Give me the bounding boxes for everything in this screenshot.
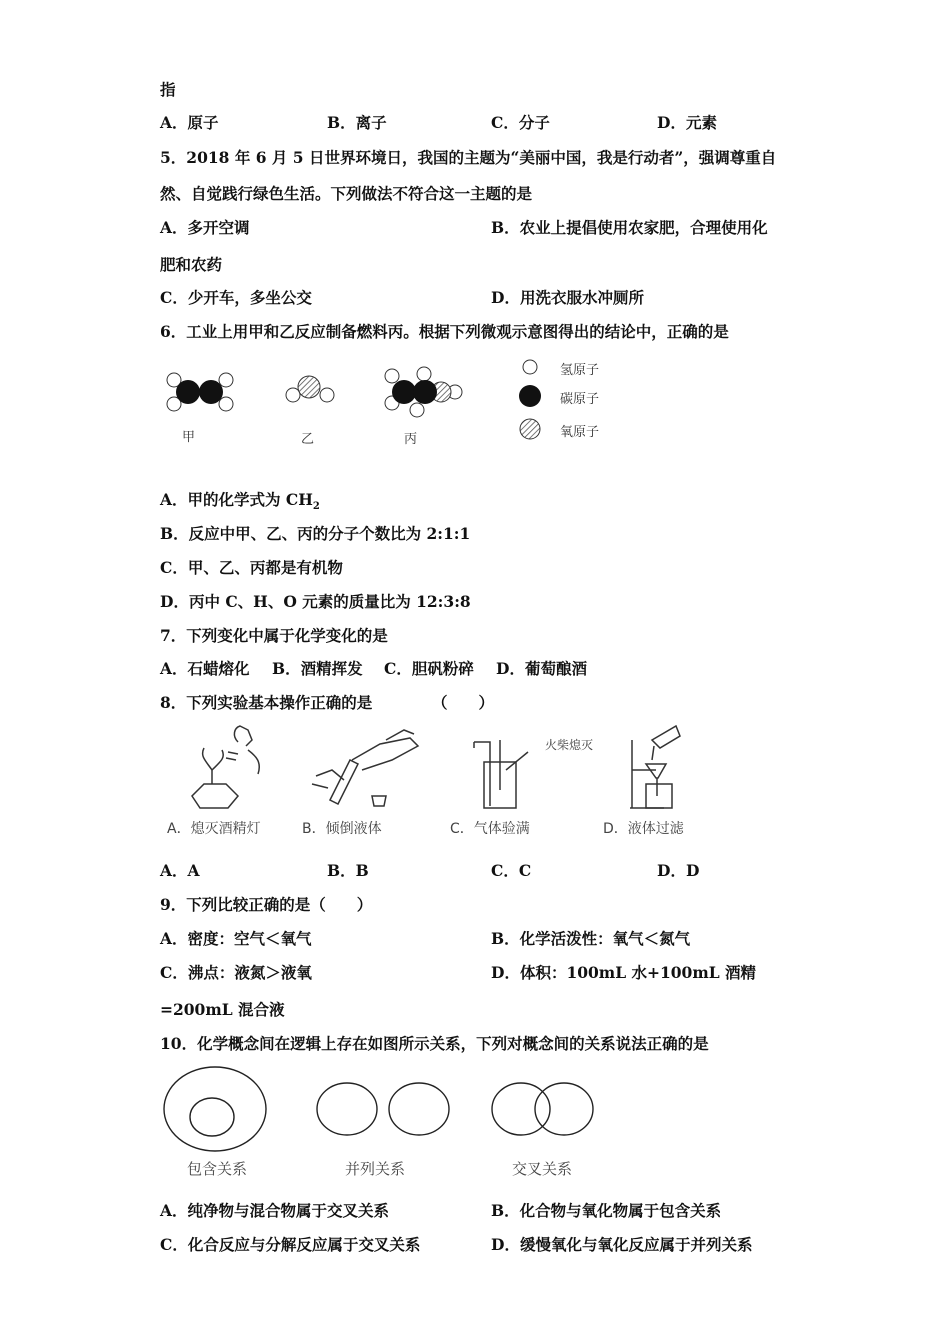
q10-option-c: C．化合反应与分解反应属于交叉关系 xyxy=(160,1235,421,1254)
q8-stem: 8．下列实验基本操作正确的是 xyxy=(160,693,373,712)
relation-caption-parallel: 并列关系 xyxy=(345,1160,406,1178)
q9-option-c: C．沸点：液氮＞液氧 xyxy=(160,963,312,982)
q9-option-a: A．密度：空气＜氧气 xyxy=(160,929,312,948)
legend-oxygen-label: 氧原子 xyxy=(560,425,600,440)
lab-caption-b: B．倾倒液体 xyxy=(302,821,382,837)
relation-caption-contain: 包含关系 xyxy=(187,1160,248,1178)
parallel-right-circle xyxy=(389,1083,449,1135)
q9-option-b: B．化学活泼性：氧气＜氮气 xyxy=(491,929,691,948)
q7-stem: 7．下列变化中属于化学变化的是 xyxy=(160,626,388,645)
q6-label-jia: 甲 xyxy=(182,430,196,445)
q9-stem: 9．下列比较正确的是（ ） xyxy=(160,895,373,914)
lab-caption-c: C．气体验满 xyxy=(450,821,530,837)
q5-stem-line1: 5．2018 年 6 月 5 日世界环境日，我国的主题为“美丽中国，我是行动者”，强调尊重自 xyxy=(160,148,777,167)
q4-option-d: D．元素 xyxy=(657,113,717,132)
q9-option-d-continued: =200mL 混合液 xyxy=(160,1000,285,1019)
q6-option-b: B．反应中甲、乙、丙的分子个数比为 2:1:1 xyxy=(160,524,471,543)
q6-stem: 6．工业上用甲和乙反应制备燃料丙。根据下列微观示意图得出的结论中，正确的是 xyxy=(160,322,729,341)
q4-stem-tail: 指 xyxy=(160,80,176,99)
q4-option-c: C．分子 xyxy=(491,113,550,132)
q8-option-b: B．B xyxy=(327,861,369,880)
q4-option-b: B．离子 xyxy=(327,113,387,132)
q7-option-c: C．胆矾粉碎 xyxy=(384,659,474,678)
legend-carbon-label: 碳原子 xyxy=(560,392,600,407)
q10-option-d: D．缓慢氧化与氧化反应属于并列关系 xyxy=(491,1235,753,1254)
q6-option-c: C．甲、乙、丙都是有机物 xyxy=(160,558,343,577)
parallel-left-circle xyxy=(317,1083,377,1135)
q9-option-d: D．体积：100mL 水+100mL 酒精 xyxy=(491,963,757,982)
contain-outer-circle xyxy=(164,1067,266,1151)
q5-option-d: D．用洗衣服水冲厕所 xyxy=(491,288,644,307)
q5-option-b: B．农业上提倡使用农家肥，合理使用化 xyxy=(491,218,768,237)
q7-option-a: A．石蜡熔化 xyxy=(160,659,250,678)
q10-option-b: B．化合物与氧化物属于包含关系 xyxy=(491,1201,722,1220)
q6-option-a: A．甲的化学式为 $CH_2$ xyxy=(160,490,320,513)
relation-caption-cross: 交叉关系 xyxy=(512,1160,573,1178)
contain-inner-circle xyxy=(190,1098,234,1136)
q8-option-a: A．A xyxy=(160,861,200,880)
cross-right-circle xyxy=(535,1083,593,1135)
q6-label-yi: 乙 xyxy=(301,432,315,447)
q10-option-a: A．纯净物与混合物属于交叉关系 xyxy=(160,1201,390,1220)
lab-caption-d: D．液体过滤 xyxy=(603,821,684,837)
q7-option-b: B．酒精挥发 xyxy=(272,659,363,678)
q5-stem-line2: 然、自觉践行绿色生活。下列做法不符合这一主题的是 xyxy=(160,184,533,203)
lab-caption-a: A．熄灭酒精灯 xyxy=(167,821,261,837)
q6-option-d: D．丙中 C、H、O 元素的质量比为 12:3:8 xyxy=(160,592,471,611)
q5-option-b-continued: 肥和农药 xyxy=(160,255,223,274)
q4-option-a: A．原子 xyxy=(160,113,219,132)
q5-option-a: A．多开空调 xyxy=(160,218,250,237)
q6-label-bing: 丙 xyxy=(404,432,418,447)
legend-hydrogen-label: 氢原子 xyxy=(560,363,600,378)
lab-figure-c-flame-label: 火柴熄灭 xyxy=(545,738,594,752)
cross-left-circle xyxy=(492,1083,550,1135)
q10-stem: 10．化学概念间在逻辑上存在如图所示关系，下列对概念间的关系说法正确的是 xyxy=(160,1034,709,1053)
q8-option-c: C．C xyxy=(491,861,532,880)
q8-option-d: D．D xyxy=(657,861,700,880)
q7-option-d: D．葡萄酿酒 xyxy=(496,659,587,678)
q8-answer-paren: （ ） xyxy=(432,693,495,712)
q5-option-c: C．少开车，多坐公交 xyxy=(160,288,312,307)
